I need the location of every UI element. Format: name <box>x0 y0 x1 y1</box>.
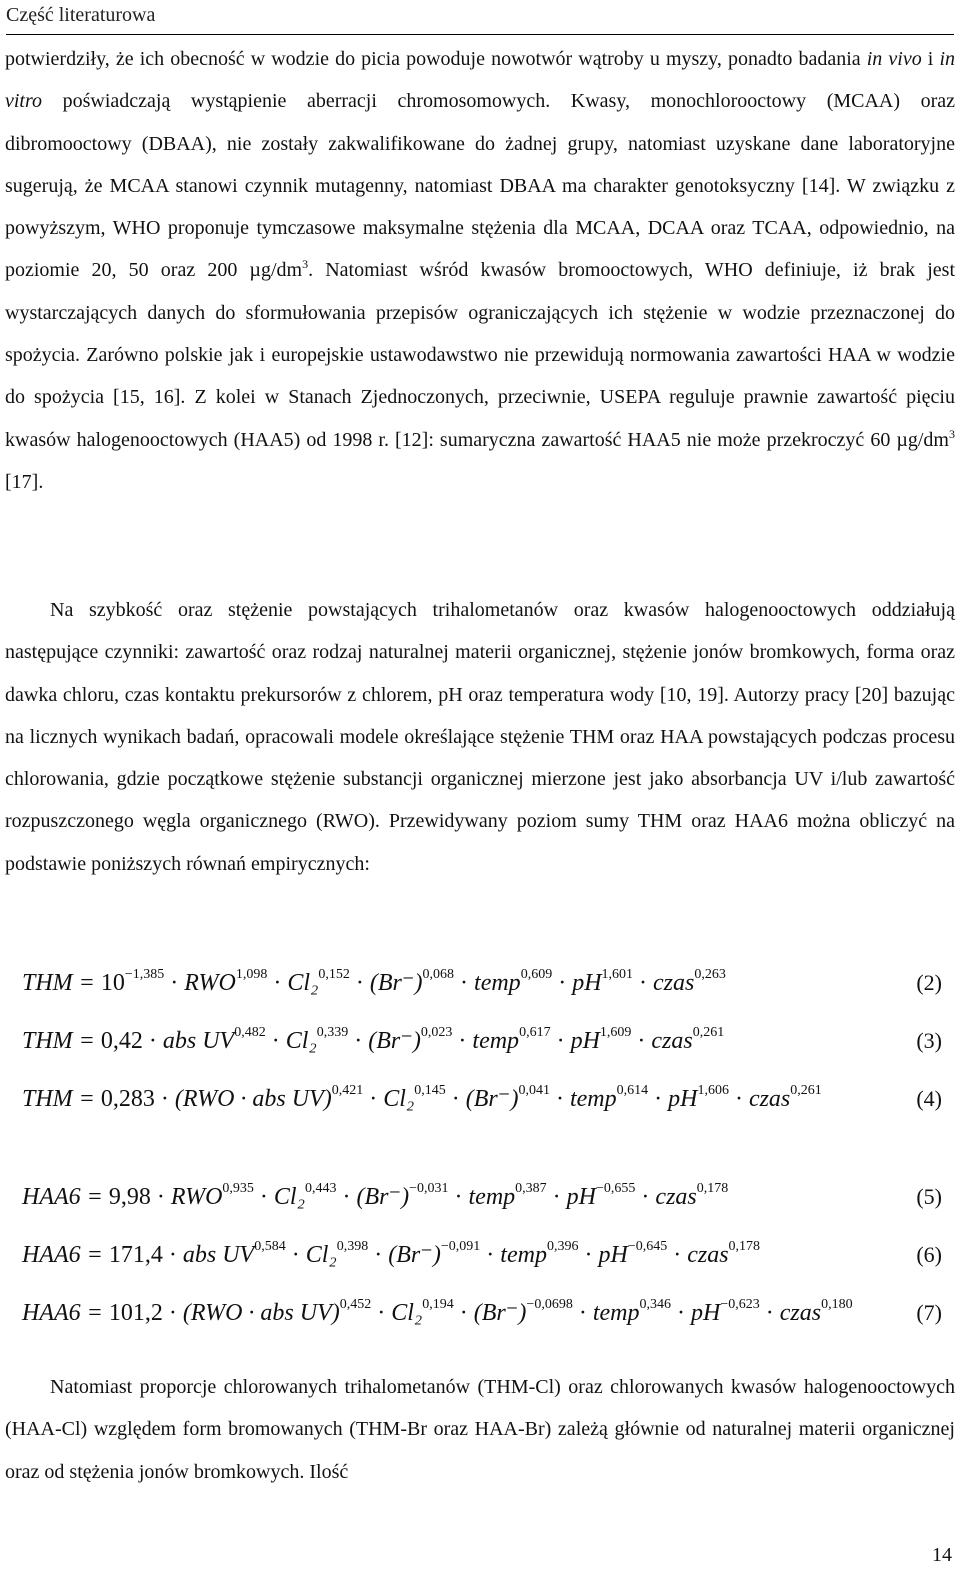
equation-term: pH <box>598 1242 628 1268</box>
equation-coefficient: 0,283 <box>100 1086 155 1112</box>
paragraph-3: Natomiast proporcje chlorowanych trihalometanów (THM-Cl) oraz chlorowanych kwasów halogenooctowych (HAA-Cl) względem form bromowanych (THM-Br oraz HAA-Br) zależą głównie od naturalnej materii organicznej oraz od stężenia jonów bromkowych. Ilość <box>5 1376 955 1483</box>
multiply-dot: · <box>635 1184 656 1210</box>
equation-exponent: 1,098 <box>235 967 268 982</box>
equation-term: czas <box>655 1184 697 1210</box>
equation-term: pH <box>668 1086 698 1112</box>
equation-formula <box>22 1026 724 1055</box>
equation-term: (Br⁻) <box>473 1300 527 1326</box>
equation-term: (Br⁻) <box>368 1028 421 1054</box>
multiply-dot: · <box>164 970 185 996</box>
equation-formula <box>22 1240 760 1269</box>
equation-row <box>22 1182 952 1222</box>
equation-number: (7) <box>916 1300 942 1325</box>
text-run: i <box>921 48 940 70</box>
equation-term: abs UV <box>162 1028 235 1054</box>
equation-exponent: 1,609 <box>599 1025 632 1040</box>
equation-exponent: 0,443 <box>304 1181 337 1196</box>
equation-term: temp <box>472 1028 520 1054</box>
equation-exponent: 0,261 <box>790 1083 822 1098</box>
multiply-dot: · <box>142 1028 163 1054</box>
multiply-dot: · <box>253 1184 274 1210</box>
equation-term: czas <box>651 1028 693 1054</box>
equation-term: RWO <box>170 1184 223 1210</box>
equation-row <box>22 968 952 1008</box>
equation-term: pH <box>690 1300 721 1326</box>
multiply-dot: · <box>453 1300 474 1326</box>
equation-term: Cl₂ <box>287 970 319 996</box>
equation-exponent: −1,385 <box>124 967 165 982</box>
equation-exponent: −0,645 <box>627 1239 668 1254</box>
multiply-dot: · <box>162 1242 183 1268</box>
equation-exponent: 0,421 <box>331 1083 364 1098</box>
equation-term: (Br⁻) <box>388 1242 441 1268</box>
multiply-dot: · <box>552 970 573 996</box>
text-run: . Natomiast wśród kwasów bromooctowych, WHO definiuje, iż brak jest wystarczających danych do sformułowania przepisów ograniczających ich stężenie w wodzie przeznaczonej do spożycia. Zarówno polskie jak i europejskie ustawodawstwo nie przewidują normowania zawartości HAA w wodzie do spożycia [15, 16]. Z kolei w Stanach Zjednoczonych, przeciwnie, USEPA reguluje prawnie zawartość pięciu kwasów halogenooctowych (HAA5) od 1998 r. [12]: sumaryczna zawartość HAA5 nie może przekroczyć 60 µg/dm <box>5 259 955 451</box>
equation-number: (4) <box>916 1086 942 1111</box>
equation-exponent: 0,398 <box>336 1239 369 1254</box>
equation-lhs: THM = <box>22 1086 101 1112</box>
equation-exponent: −0,031 <box>409 1181 449 1196</box>
equation-coefficient: 0,42 <box>100 1028 143 1054</box>
equation-term: temp <box>569 1086 617 1112</box>
equation-exponent: 0,023 <box>420 1025 453 1040</box>
equation-exponent: 0,609 <box>520 967 553 982</box>
equation-lhs: THM = <box>22 970 101 996</box>
equation-exponent: 0,145 <box>414 1083 446 1098</box>
equation-exponent: 0,482 <box>234 1025 266 1040</box>
multiply-dot: · <box>670 1300 691 1326</box>
multiply-dot: · <box>550 1028 571 1054</box>
multiply-dot: · <box>363 1086 384 1112</box>
equation-exponent: 0,584 <box>254 1239 286 1254</box>
multiply-dot: · <box>368 1242 389 1268</box>
equation-exponent: 0,263 <box>694 967 726 982</box>
multiply-dot: · <box>631 1028 652 1054</box>
multiply-dot: · <box>267 970 288 996</box>
equation-exponent: −0,091 <box>440 1239 481 1254</box>
equation-term: temp <box>500 1242 547 1268</box>
equation-coefficient: 10 <box>100 970 125 996</box>
equation-exponent: 0,194 <box>422 1297 454 1312</box>
text-run: potwierdziły, że ich obecność w wodzie do picia powoduje nowotwór wątroby u myszy, ponadto badania <box>5 48 867 70</box>
multiply-dot: · <box>546 1184 567 1210</box>
equation-exponent: 0,152 <box>318 967 350 982</box>
equation-term: czas <box>653 970 695 996</box>
equation-term: pH <box>572 970 602 996</box>
equation-term: (Br⁻) <box>356 1184 410 1210</box>
equation-exponent: 0,041 <box>518 1083 550 1098</box>
equation-row <box>22 1298 952 1338</box>
page-number: 14 <box>932 1544 952 1566</box>
equation-exponent: 0,396 <box>546 1239 579 1254</box>
equation-exponent: 1,606 <box>697 1083 729 1098</box>
equation-exponent: 0,068 <box>422 967 455 982</box>
multiply-dot: · <box>452 1028 473 1054</box>
multiply-dot: · <box>285 1242 306 1268</box>
equation-number: (2) <box>916 970 942 995</box>
equation-term: czas <box>687 1242 729 1268</box>
multiply-dot: · <box>667 1242 688 1268</box>
equation-term: (Br⁻) <box>465 1086 519 1112</box>
text-run: poświadczają wystąpienie aberracji chromosomowych. Kwasy, monochlorooctowy (MCAA) oraz dibromooctowy (DBAA), nie zostały zakwalifikowane do żadnej grupy, natomiast uzyskane dane laboratoryjne sugerują, że MCAA stanowi czynnik mutagenny, natomiast DBAA ma charakter genotoksyczny [14]. W związku z powyższym, WHO proponuje tymczasowe maksymalne stężenia dla MCAA, DCAA oraz TCAA, odpowiednio, na poziomie 20, 50 oraz 200 µg/dm <box>5 90 955 282</box>
equation-term: pH <box>566 1184 597 1210</box>
equation-exponent: 0,614 <box>616 1083 649 1098</box>
equation-exponent: 0,387 <box>515 1181 547 1196</box>
equation-term: Cl₂ <box>305 1242 337 1268</box>
multiply-dot: · <box>336 1184 357 1210</box>
equation-term: temp <box>468 1184 516 1210</box>
equation-row <box>22 1240 952 1280</box>
equation-coefficient: 101,2 <box>108 1300 163 1326</box>
equation-formula <box>22 968 726 997</box>
multiply-dot: · <box>349 970 370 996</box>
equation-term: temp <box>474 970 521 996</box>
equation-formula <box>22 1084 822 1113</box>
equation-exponent: 0,339 <box>316 1025 349 1040</box>
equation-term: temp <box>592 1300 640 1326</box>
multiply-dot: · <box>549 1086 570 1112</box>
multiply-dot: · <box>633 970 654 996</box>
equation-coefficient: 9,98 <box>108 1184 151 1210</box>
paragraph-1 <box>5 38 955 503</box>
multiply-dot: · <box>648 1086 669 1112</box>
superscript: 3 <box>302 257 309 272</box>
multiply-dot: · <box>154 1086 175 1112</box>
equation-exponent: −0,623 <box>720 1297 760 1312</box>
equation-term: (RWO · abs UV) <box>174 1086 332 1112</box>
multiply-dot: · <box>162 1300 183 1326</box>
multiply-dot: · <box>448 1184 469 1210</box>
equation-term: Cl₂ <box>391 1300 423 1326</box>
multiply-dot: · <box>371 1300 392 1326</box>
equation-exponent: 0,617 <box>519 1025 551 1040</box>
equation-lhs: HAA6 = <box>22 1184 109 1210</box>
multiply-dot: · <box>480 1242 501 1268</box>
equation-lhs: THM = <box>22 1028 101 1054</box>
equation-exponent: 0,180 <box>821 1297 853 1312</box>
italic-in-vitro: in vitro <box>5 48 955 113</box>
equation-exponent: 0,178 <box>696 1181 729 1196</box>
equation-exponent: 0,261 <box>692 1025 725 1040</box>
header-title: Część literaturowa <box>6 4 156 26</box>
equation-term: czas <box>748 1086 791 1112</box>
equation-term: czas <box>779 1300 822 1326</box>
multiply-dot: · <box>445 1086 466 1112</box>
text-run: [17]. <box>5 470 44 493</box>
multiply-dot: · <box>578 1242 599 1268</box>
equation-number: (5) <box>916 1184 942 1209</box>
equation-term: Cl₂ <box>273 1184 305 1210</box>
equation-row <box>22 1084 952 1124</box>
equation-exponent: 1,601 <box>601 967 634 982</box>
multiply-dot: · <box>728 1086 749 1112</box>
multiply-dot: · <box>150 1184 171 1210</box>
multiply-dot: · <box>759 1300 780 1326</box>
equation-lhs: HAA6 = <box>22 1300 109 1326</box>
equation-exponent: 0,346 <box>639 1297 671 1312</box>
equation-number: (6) <box>916 1242 942 1267</box>
equation-row <box>22 1026 952 1066</box>
equation-exponent: −0,0698 <box>526 1297 573 1312</box>
equation-term: (Br⁻) <box>369 970 423 996</box>
equation-lhs: HAA6 = <box>22 1242 109 1268</box>
equation-exponent: 0,178 <box>728 1239 761 1254</box>
multiply-dot: · <box>348 1028 369 1054</box>
equation-exponent: −0,655 <box>596 1181 636 1196</box>
superscript: 3 <box>949 426 955 441</box>
equation-coefficient: 171,4 <box>108 1242 163 1268</box>
multiply-dot: · <box>454 970 475 996</box>
paragraph-2: Na szybkość oraz stężenie powstających trihalometanów oraz kwasów halogenooctowych oddziałują następujące czynniki: zawartość oraz rodzaj naturalnej materii organicznej, stężenie jonów bromkowych, forma oraz dawka chloru, czas kontaktu prekursorów z chlorem, pH oraz temperatura wody [10, 19]. Autorzy pracy [20] bazując na licznych wynikach badań, opracowali modele określające stężenie THM oraz HAA powstających podczas procesu chlorowania, gdzie początkowe stężenie substancji organicznej mierzone jest jako absorbancja UV i/lub zawartość rozpuszczonego węgla organicznego (RWO). Przewidywany poziom sumy THM oraz HAA6 można obliczyć na podstawie poniższych równań empirycznych: <box>5 599 955 875</box>
equation-formula <box>22 1182 728 1211</box>
equation-term: (RWO · abs UV) <box>182 1300 340 1326</box>
equation-term: abs UV <box>182 1242 255 1268</box>
running-header <box>6 0 954 35</box>
equation-exponent: 0,935 <box>222 1181 254 1196</box>
multiply-dot: · <box>572 1300 593 1326</box>
equation-number: (3) <box>916 1028 942 1053</box>
equation-formula <box>22 1298 853 1327</box>
multiply-dot: · <box>265 1028 286 1054</box>
equation-term: Cl₂ <box>383 1086 415 1112</box>
equation-term: Cl₂ <box>285 1028 317 1054</box>
equation-term: RWO <box>184 970 236 996</box>
equation-term: pH <box>570 1028 600 1054</box>
italic-in-vivo: in vivo <box>866 48 922 70</box>
equation-exponent: 0,452 <box>339 1297 372 1312</box>
